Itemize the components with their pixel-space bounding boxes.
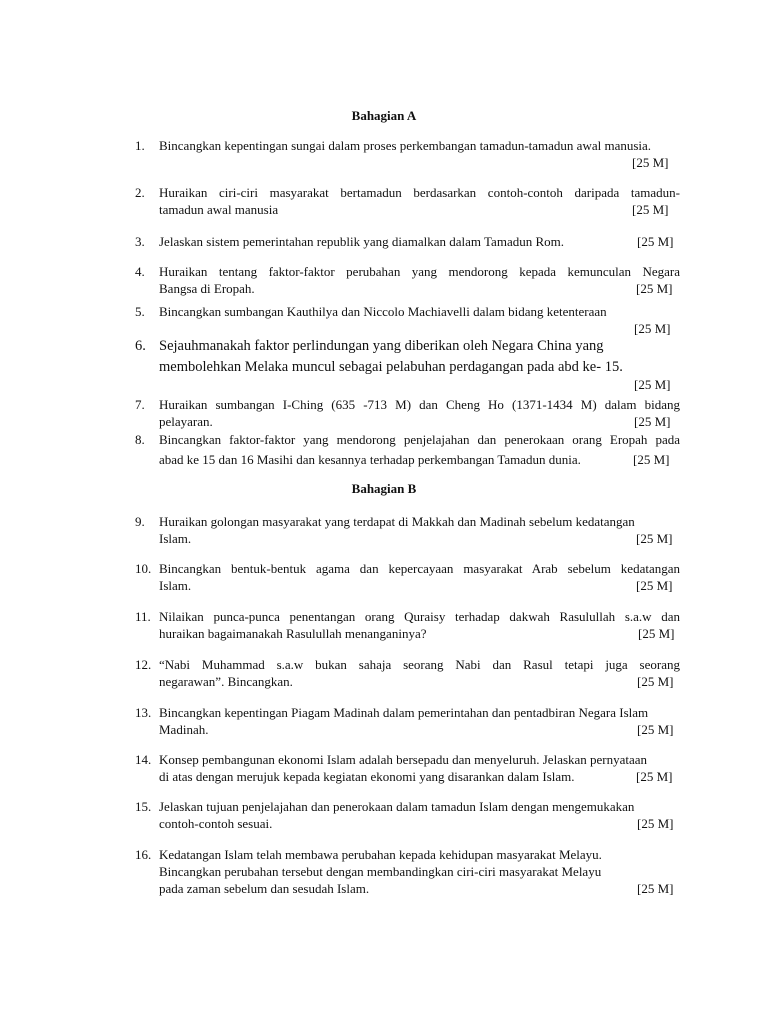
question-text: Nilaikan punca-punca penentangan orang Quraisy terhadap dakwah Rasulullah s.a.w dan <box>159 609 680 624</box>
marks-label: [25 M] <box>636 578 673 593</box>
marks-label: [25 M] <box>637 674 674 689</box>
question-number: 5. <box>135 304 145 319</box>
question-text: contoh-contoh sesuai. <box>159 816 273 831</box>
marks-label: [25 M] <box>636 281 673 296</box>
question-text: negarawan”. Bincangkan. <box>159 674 293 689</box>
question-text: Bincangkan kepentingan Piagam Madinah dalam pemerintahan dan pentadbiran Negara Islam <box>159 705 649 720</box>
question-text: “Nabi Muhammad s.a.w bukan sahaja seorang Nabi dan Rasul tetapi juga seorang <box>159 657 680 672</box>
question-text: Bincangkan bentuk-bentuk agama dan kepercayaan masyarakat Arab sebelum kedatangan <box>159 561 680 576</box>
question-number: 8. <box>135 432 145 447</box>
marks-label: [25 M] <box>636 531 673 546</box>
question-number: 16. <box>135 847 152 862</box>
marks-label: [25 M] <box>633 452 670 467</box>
question-text: Islam. <box>159 531 192 546</box>
marks-label: [25 M] <box>636 769 673 784</box>
question-number: 7. <box>135 397 145 412</box>
marks-label: [25 M] <box>634 321 671 336</box>
question-text: Jelaskan sistem pemerintahan republik yang diamalkan dalam Tamadun Rom. <box>159 234 564 249</box>
question-text: di atas dengan merujuk kepada kegiatan ekonomi yang disarankan dalam Islam. <box>159 769 575 784</box>
question-number: 14. <box>135 752 152 767</box>
question-text: pada zaman sebelum dan sesudah Islam. <box>159 881 370 896</box>
question-text: membolehkan Melaka muncul sebagai pelabuhan perdagangan pada abd ke- 15. <box>159 359 623 375</box>
question-number: 3. <box>135 234 145 249</box>
question-number: 9. <box>135 514 145 529</box>
question-text: Bincangkan faktor-faktor yang mendorong penjelajahan dan penerokaan orang Eropah pada <box>159 432 680 447</box>
question-number: 10. <box>135 561 152 576</box>
question-number: 2. <box>135 185 145 200</box>
question-number: 1. <box>135 138 145 153</box>
question-text: Sejauhmanakah faktor perlindungan yang diberikan oleh Negara China yang <box>159 338 604 354</box>
question-number: 12. <box>135 657 152 672</box>
question-text: abad ke 15 dan 16 Masihi dan kesannya terhadap perkembangan Tamadun dunia. <box>159 452 581 467</box>
question-text: Huraikan sumbangan I-Ching (635 -713 M) dan Cheng Ho (1371-1434 M) dalam bidang <box>159 397 680 412</box>
question-text: pelayaran. <box>159 414 213 429</box>
section-b-heading: Bahagian B <box>351 481 417 496</box>
section-a-heading: Bahagian A <box>351 108 417 123</box>
question-text: Bincangkan sumbangan Kauthilya dan Niccolo Machiavelli dalam bidang ketenteraan <box>159 304 607 319</box>
question-number: 11. <box>135 609 151 624</box>
marks-label: [25 M] <box>637 881 674 896</box>
question-text: Bangsa di Eropah. <box>159 281 255 296</box>
question-number: 6. <box>135 338 146 354</box>
marks-label: [25 M] <box>637 816 674 831</box>
question-text: Jelaskan tujuan penjelajahan dan penerokaan dalam tamadun Islam dengan mengemukakan <box>159 799 635 814</box>
question-text: Bincangkan perubahan tersebut dengan membandingkan ciri-ciri masyarakat Melayu <box>159 864 602 879</box>
question-text: Madinah. <box>159 722 209 737</box>
question-text: Bincangkan kepentingan sungai dalam proses perkembangan tamadun-tamadun awal manusia. <box>159 138 652 153</box>
question-text: huraikan bagaimanakah Rasulullah menanganinya? <box>159 626 427 641</box>
question-text: Huraikan ciri-ciri masyarakat bertamadun berdasarkan contoh-contoh daripada tamadun- <box>159 185 680 200</box>
marks-label: [25 M] <box>637 234 674 249</box>
question-text: Huraikan golongan masyarakat yang terdapat di Makkah dan Madinah sebelum kedatangan <box>159 514 635 529</box>
question-text: Islam. <box>159 578 192 593</box>
question-number: 13. <box>135 705 152 720</box>
marks-label: [25 M] <box>637 722 674 737</box>
question-number: 4. <box>135 264 145 279</box>
marks-label: [25 M] <box>638 626 675 641</box>
question-number: 15. <box>135 799 152 814</box>
marks-label: [25 M] <box>634 377 671 392</box>
marks-label: [25 M] <box>632 202 669 217</box>
question-text: Huraikan tentang faktor-faktor perubahan yang mendorong kepada kemunculan Negara <box>159 264 680 279</box>
question-text: Konsep pembangunan ekonomi Islam adalah bersepadu dan menyeluruh. Jelaskan pernyataan <box>159 752 648 767</box>
question-text: Kedatangan Islam telah membawa perubahan kepada kehidupan masyarakat Melayu. <box>159 847 602 862</box>
marks-label: [25 M] <box>632 155 669 170</box>
marks-label: [25 M] <box>634 414 671 429</box>
question-text: tamadun awal manusia <box>159 202 279 217</box>
